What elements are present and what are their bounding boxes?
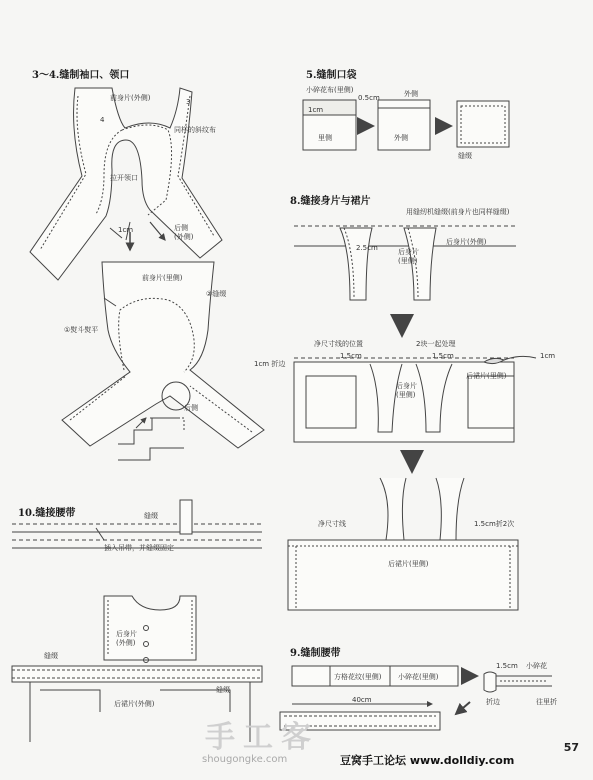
label-fold-edge: 折边 bbox=[486, 698, 500, 706]
title-pocket: 5.缝制口袋 bbox=[306, 70, 357, 81]
label-press: ①熨斗熨平 bbox=[64, 326, 99, 334]
label-num4: 4 bbox=[100, 116, 105, 124]
label-1cm-right: 1cm bbox=[540, 352, 556, 360]
label-insert-strap: 插入吊带，并缝缀固定 bbox=[104, 544, 174, 552]
label-outer: 外侧 bbox=[404, 90, 418, 98]
label-1cm-fold: 1cm 折边 bbox=[254, 360, 286, 368]
label-topstitch2: 缝缀 bbox=[44, 652, 58, 660]
label-open-neck: 拉开领口 bbox=[110, 174, 138, 182]
label-back-inner: 后身片(里侧) bbox=[398, 248, 419, 265]
label-skirt-back2: 后裙片(里侧) bbox=[388, 560, 429, 568]
label-back-inner2: 后身片(里侧) bbox=[396, 382, 417, 399]
diagram-front-bodice-inner bbox=[62, 262, 264, 448]
label-1-5cm: 1.5cm bbox=[340, 352, 362, 360]
label-skirt-back: 后裙片(里侧) bbox=[466, 372, 507, 380]
watermark-logo: 手工客 bbox=[205, 720, 319, 755]
label-1cm-pocket: 1cm bbox=[308, 106, 324, 114]
label-outer2: 外侧 bbox=[394, 134, 408, 142]
label-1-5cm-s9: 1.5cm bbox=[496, 662, 518, 670]
label-40cm: 40cm bbox=[352, 696, 372, 704]
label-plaid: 方格花纹(里侧) bbox=[334, 673, 382, 681]
page-number: 57 bbox=[563, 741, 579, 754]
label-machine-note: 用缝纫机缝缀(前身片也同样缝缀) bbox=[406, 208, 510, 216]
title-join-bodice-skirt: 8.缝接身片与裙片 bbox=[290, 196, 371, 207]
label-topstitch-pocket: 缝缀 bbox=[458, 152, 472, 160]
diagram-join-step2 bbox=[294, 356, 536, 442]
label-two-pieces: 2块一起处理 bbox=[416, 340, 456, 348]
label-small-floral: 小碎花布(里侧) bbox=[306, 86, 354, 94]
label-1cm: 1cm bbox=[118, 226, 134, 234]
title-attach-waistband: 10.缝接腰带 bbox=[18, 508, 76, 519]
label-floral: 小碎花(里侧) bbox=[398, 673, 439, 681]
watermark-url: shougongke.com bbox=[202, 754, 288, 765]
label-back-side: 后侧 bbox=[184, 404, 198, 412]
title-make-waistband: 9.缝制腰带 bbox=[290, 648, 341, 659]
label-fold-twice: 1.5cm折2次 bbox=[474, 520, 515, 528]
label-skirt-outer: 后裙片(外侧) bbox=[114, 700, 155, 708]
diagram-pocket-steps bbox=[303, 100, 509, 150]
label-num3: 3 bbox=[186, 98, 191, 106]
label-half-cm: 0.5cm bbox=[358, 94, 380, 102]
site-credit: 豆窝手工论坛 www.dolldiy.com bbox=[340, 754, 515, 767]
diagram-fold-detail bbox=[118, 418, 184, 460]
label-topstitch-s10: 缝缀 bbox=[144, 512, 158, 520]
label-2-5cm: 2.5cm bbox=[356, 244, 378, 252]
label-small-floral-s9: 小碎花 bbox=[526, 662, 547, 670]
label-topstitch: ②缝缀 bbox=[206, 290, 227, 298]
diagram-join-step3 bbox=[288, 478, 518, 610]
label-back-outer: 后侧(外侧) bbox=[174, 224, 194, 241]
label-front-outer: 前身片(外侧) bbox=[110, 94, 151, 102]
label-back-outer-s10: 后身片(外侧) bbox=[116, 630, 137, 647]
label-inner: 里侧 bbox=[318, 134, 332, 142]
diagram-waistband-step1 bbox=[12, 500, 262, 548]
label-1-5cm-b: 1.5cm bbox=[432, 352, 454, 360]
label-front-inner: 前身片(里侧) bbox=[142, 274, 183, 282]
label-bias: 同样的斜纹布 bbox=[174, 126, 216, 134]
label-topstitch3: 缝缀 bbox=[216, 686, 230, 694]
title-sleeve-neck: 3～4.缝制袖口、领口 bbox=[32, 70, 130, 81]
label-net-pos: 净尺寸线的位置 bbox=[314, 340, 363, 348]
diagram-front-bodice-outer bbox=[30, 88, 222, 280]
label-net-line: 净尺寸线 bbox=[318, 520, 346, 528]
label-fold-inward: 往里折 bbox=[536, 698, 557, 706]
label-back-outer-s8: 后身片(外侧) bbox=[446, 238, 487, 246]
